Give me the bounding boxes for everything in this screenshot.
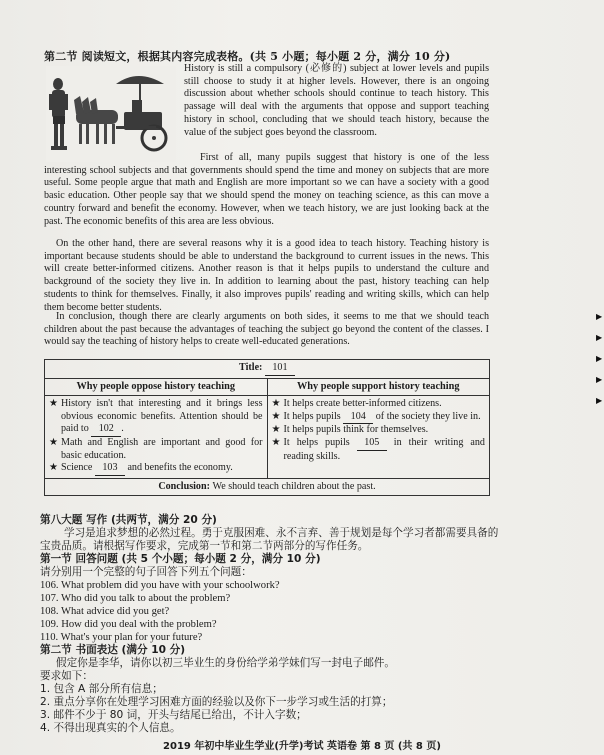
passage-paragraph-2: First of all, many pupils suggest that history is one of the less interesting school subjects and that governments should spend the time and money on subjects that are more useful. Some people argue that math and English are more important so we can have a society with a good basic education. Other people say that we should spend the money on teaching science, as this can move a country forward and benefit the economy. However, when we teach history, we are just looking back at the past. The economic benefits of this area are less obvious.	[44, 152, 489, 227]
question-107: 107. Who did you talk to about the problem?	[40, 593, 231, 604]
blank-104[interactable]: 104	[343, 411, 373, 425]
list-item: ★ It helps pupils 104 of the society they live in.	[272, 411, 486, 425]
list-item: ★ Science 103 and benefits the economy.	[49, 462, 263, 476]
section-heading: 第二节 阅读短文，根据其内容完成表格。(共 5 小题；每小题 2 分，满分 10 分)	[44, 50, 451, 63]
terracotta-chariot-illustration	[46, 66, 176, 162]
oppose-reasons-cell	[45, 396, 268, 479]
blank-105[interactable]: 105	[357, 437, 387, 451]
section1-instruction: 请分别用一个完整的句子回答下列五个问题：	[40, 566, 252, 578]
question-110: 110. What's your plan for your future?	[40, 632, 203, 643]
star-icon: ★	[271, 436, 281, 448]
passage-paragraph-3: On the other hand, there are several reasons why it is a good idea to teach history. Teaching history is important because students should be able to understand the background to current issues in the news. This will create better-informed citizens. Another reason is that it helps pupils to understand the culture and background of the society they live in. In addition to learning about the past, history teaching can help students to think for themselves. Finally, it also improves pupils' reading and writing skills, which can help them become better students.	[44, 238, 489, 313]
question-108: 108. What advice did you get?	[40, 606, 170, 617]
requirement-1: 1. 包含 A 部分所有信息；	[40, 683, 163, 695]
list-item: ★ Math and English are important and good for basic education.	[49, 436, 263, 461]
list-item: ★ History isn't that interesting and it brings less obvious economic benefits. Attention should be paid to 102 .	[49, 398, 263, 437]
requirement-4: 4. 不得出现真实的个人信息。	[40, 722, 181, 734]
star-icon: ★	[271, 424, 281, 436]
list-item: ★ It helps pupils think for themselves.	[271, 424, 429, 436]
star-icon: ★	[49, 436, 58, 448]
margin-mark-icon: ▶	[596, 354, 603, 363]
star-icon: ★	[271, 398, 281, 410]
margin-mark-icon: ▶	[596, 312, 603, 321]
section1-heading: 第一节 回答问题 (共 5 个小题；每小题 2 分，满分 10 分)	[40, 553, 321, 565]
blank-102[interactable]: 102	[91, 423, 121, 437]
summary-table	[44, 359, 490, 496]
passage-paragraph-4: In conclusion, though there are clearly arguments on both sides, it seems to me that we should teach children about the past because the advantages of teaching the subject go beyond the content of the classes. I would say the teaching of history helps to create well-educated generations.	[44, 311, 489, 348]
part8-heading: 第八大题 写作 (共两节，满分 20 分)	[40, 514, 217, 526]
margin-mark-icon: ▶	[596, 333, 603, 342]
blank-101[interactable]: 101	[265, 362, 295, 376]
star-icon: ★	[49, 462, 58, 474]
requirements-heading: 要求如下：	[40, 670, 93, 682]
margin-mark-icon: ▶	[596, 396, 603, 405]
support-reasons-cell	[267, 396, 490, 479]
support-column-header: Why people support history teaching	[267, 378, 490, 396]
list-item: ★ It helps create better-informed citizens.	[271, 398, 442, 410]
writing-prompt: 假定你是李华，请你以初三毕业生的身份给学弟学妹们写一封电子邮件。	[56, 657, 395, 669]
star-icon: ★	[49, 398, 58, 410]
blank-103[interactable]: 103	[95, 462, 125, 476]
question-109: 109. How did you deal with the problem?	[40, 619, 217, 630]
requirement-3: 3. 邮件不少于 80 词，开头与结尾已给出，不计入字数；	[40, 709, 307, 721]
margin-mark-icon: ▶	[596, 375, 603, 384]
page-footer: 2019 年初中毕业生学业(升学)考试 英语卷 第 8 页 (共 8 页)	[163, 741, 441, 752]
part8-intro: 学习是追求梦想的必然过程。勇于克服困难、永不言弃、善于规划是每个学习者都需要具备的宝贵品质。请根据写作要求，完成第一节和第二节两部分的写作任务。	[40, 527, 499, 553]
oppose-column-header: Why people oppose history teaching	[45, 378, 268, 396]
list-item: ★ It helps pupils 105 in their writing and reading skills.	[271, 436, 485, 462]
section2-writing-heading: 第二节 书面表达 (满分 10 分)	[40, 644, 186, 656]
question-106: 106. What problem did you have with your schoolwork?	[40, 580, 280, 591]
table-title-row: Title: 101	[45, 360, 490, 379]
star-icon: ★	[271, 410, 281, 422]
requirement-2: 2. 重点分享你在处理学习困难方面的经验以及你下一步学习或生活的打算；	[40, 696, 393, 708]
passage-paragraph-1: History is still a compulsory (必修的) subject at lower levels and pupils still choose to study it at higher levels. However, there is an ongoing discussion about whether schools should continue to teach history. This passage will deal with the arguments that oppose and support teaching history in school, concluding that we should teach history, because the value of the subject goes beyond the classroom.	[184, 63, 489, 138]
conclusion-row: Conclusion: We should teach children about the past.	[45, 478, 490, 496]
